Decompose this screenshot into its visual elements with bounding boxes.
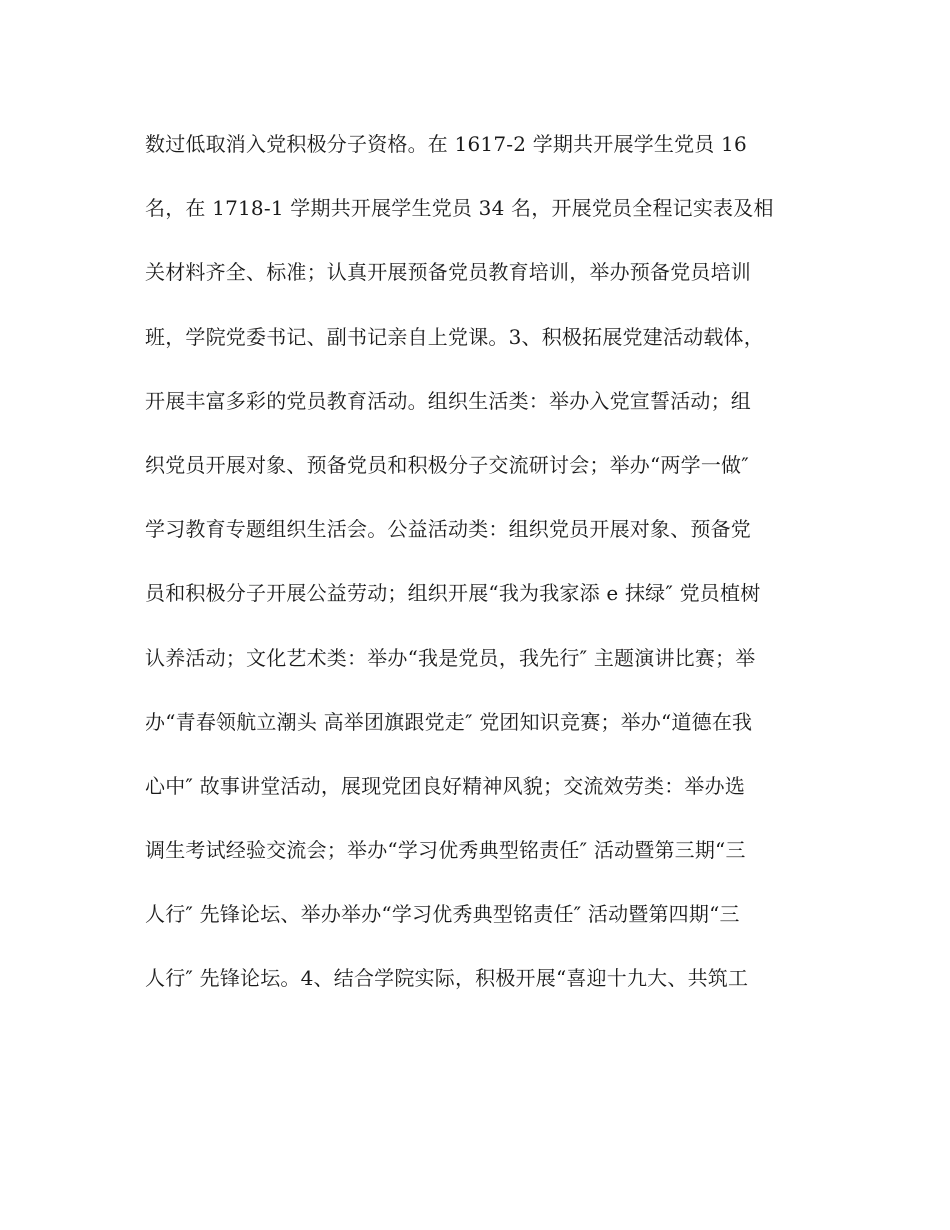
text-line: 员和积极分子开展公益劳动；组织开展“我为我家添 e 抹绿″ 党员植树 xyxy=(145,581,761,606)
text-line: 关材料齐全、标准；认真开展预备党员教育培训，举办预备党员培训 xyxy=(145,260,751,285)
text-line: 办“青春领航立潮头 高举团旗跟党走″ 党团知识竞赛；举办“道德在我 xyxy=(145,709,753,734)
text-line: 调生考试经验交流会；举办“学习优秀典型铭责任″ 活动暨第三期“三 xyxy=(145,838,746,863)
text-line: 班，学院党委书记、副书记亲自上党课。3、积极拓展党建活动载体， xyxy=(145,324,764,349)
text-line: 名，在 1718-1 学期共开展学生党员 34 名，开展党员全程记实表及相 xyxy=(145,196,774,221)
text-line: 认养活动；文化艺术类：举办“我是党员，我先行″ 主题演讲比赛；举 xyxy=(145,645,756,670)
text-line: 人行″ 先锋论坛、举办举办“学习优秀典型铭责任″ 活动暨第四期“三 xyxy=(145,902,740,927)
text-line: 开展丰富多彩的党员教育活动。组织生活类：举办入党宣誓活动；组 xyxy=(145,388,751,413)
text-line: 数过低取消入党积极分子资格。在 1617-2 学期共开展学生党员 16 xyxy=(145,132,747,156)
text-line: 人行″ 先锋论坛。4、结合学院实际，积极开展“喜迎十九大、共筑工 xyxy=(145,966,749,991)
body-text xyxy=(145,124,825,1023)
text-line: 学习教育专题组织生活会。公益活动类：组织党员开展对象、预备党 xyxy=(145,517,751,542)
text-line: 织党员开展对象、预备党员和积极分子交流研讨会；举办“两学一做″ xyxy=(145,452,749,477)
text-line: 心中″ 故事讲堂活动，展现党团良好精神风貌；交流效劳类：举办选 xyxy=(145,773,746,798)
